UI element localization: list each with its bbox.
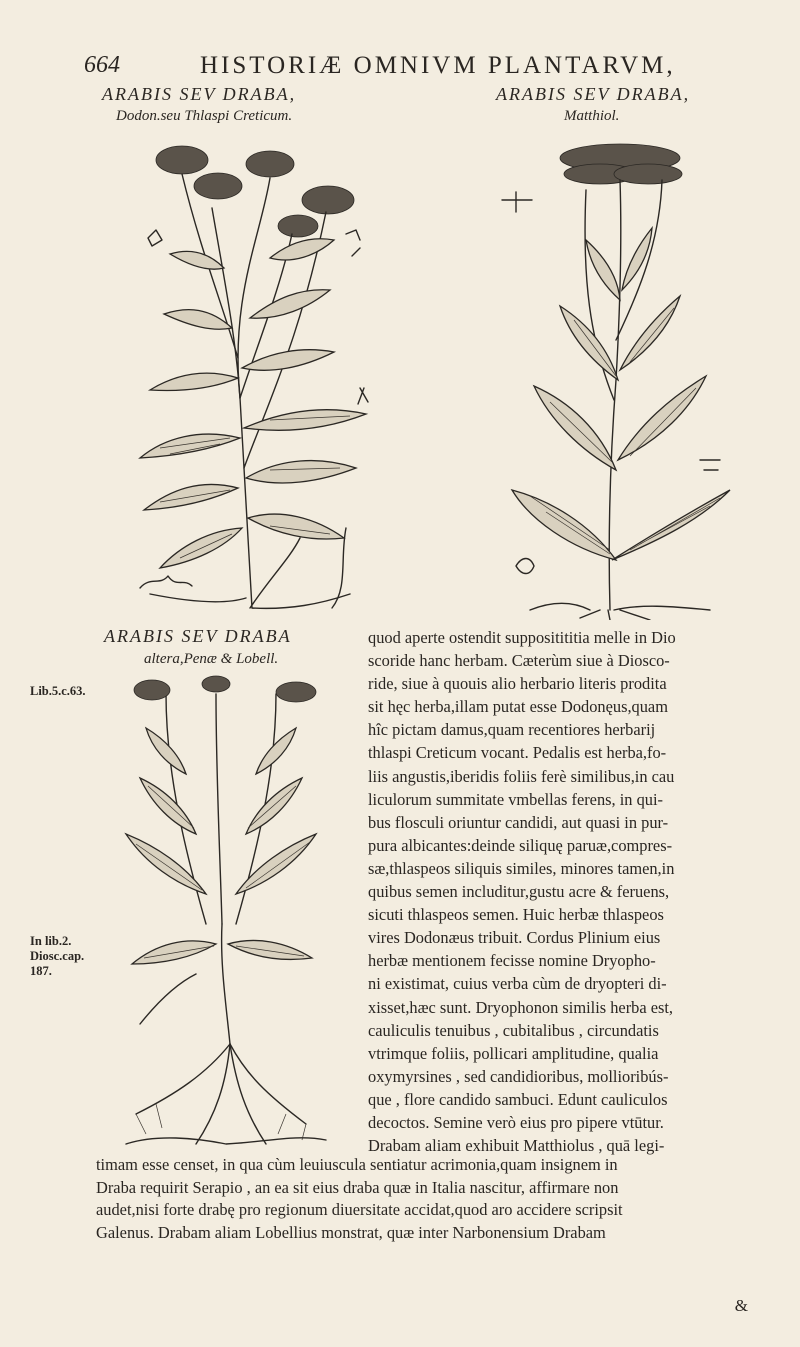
body-text-full-width — [96, 1154, 762, 1244]
text-line: sicuti thlaspeos semen. Huic herbæ thlaspeos — [368, 905, 664, 925]
figure-top-left-title: ARABIS SEV DRABA, — [102, 84, 297, 104]
text-line: thlaspi Creticum vocant. Pedalis est herba,fo- — [368, 743, 667, 763]
text-line: liculorum summitate vmbellas ferens, in qui- — [368, 789, 663, 809]
figure-bottom-left-subtitle: altera,Penæ & Lobell. — [144, 651, 279, 667]
text-line: decoctos. Semine verò eius pro pipere vtūtur. — [368, 1112, 664, 1132]
text-line: Draba requirit Serapio , an ea sit eius draba quæ in Italia nascitur, affirmare non — [96, 1177, 619, 1197]
running-title: HISTORIÆ OMNIVM PLANTARVM, — [200, 52, 676, 79]
text-line: cauliculis tenuibus , cubitalibus , circundatis — [368, 1020, 659, 1040]
text-line: Drabam aliam exhibuit Matthiolus , quā legi- — [368, 1136, 665, 1156]
text-line: quod aperte ostendit suppositititia melle in Dio — [368, 628, 676, 647]
text-line: bus flosculi oriuntur candidi, aut quasi in pur- — [368, 812, 669, 832]
text-line: ride, siue à quouis alio herbario literis prodita — [368, 674, 667, 694]
text-line: herbæ mentionem fecisse nomine Dryopho- — [368, 951, 656, 971]
text-line: ni existimat, cuius verba cùm de dryopteri di- — [368, 974, 667, 994]
figure-top-right-subtitle: Matthiol. — [564, 108, 620, 124]
text-line: vires Dodonæus tribuit. Cordus Plinium eius — [368, 928, 661, 948]
text-line: liis angustis,iberidis foliis ferè similibus,in cau — [368, 766, 675, 786]
text-line: sæ,thlaspeos siliquis similes, minores tamen,in — [368, 858, 675, 878]
text-line: timam esse censet, in qua cùm leuiuscula sentiatur acrimonia,quam insignem in — [96, 1155, 618, 1174]
woodcut-illustration-dodonaeus — [120, 138, 390, 618]
margin-note-reference-1: Lib.5.c.63. — [30, 684, 86, 698]
text-line: pura albicantes:deinde siliquę paruæ,compres- — [368, 835, 673, 855]
figure-bottom-left-title: ARABIS SEV DRABA — [104, 626, 292, 646]
figure-top-left-subtitle: Dodon.seu Thlaspi Creticum. — [116, 108, 293, 124]
catchword: & — [734, 1296, 748, 1315]
text-line: audet,nisi forte drabę pro regionum diuersitate accidat,quod aro accidere scripsit — [96, 1200, 623, 1219]
text-line: quibus semen includitur,gustu acre & feruens, — [368, 882, 670, 902]
text-line: que , flore candido sambuci. Edunt cauliculos — [368, 1089, 668, 1109]
text-line: xisset,hæc sunt. Dryophonon similis herba est, — [368, 997, 674, 1017]
text-line: vtrimque foliis, pollicari amplitudine, qualia — [368, 1043, 659, 1063]
text-line: hîc pictam damus,quam recentiores herbarij — [368, 720, 656, 740]
margin-note-reference-2: In lib.2. Diosc.cap. 187. — [30, 934, 85, 978]
body-text-right-column — [368, 626, 760, 1157]
page-number: 664 — [84, 52, 120, 78]
text-line: Galenus. Drabam aliam Lobellius monstrat, quæ inter Narbonensium Drabam — [96, 1222, 606, 1242]
figure-top-right-title: ARABIS SEV DRABA, — [496, 84, 691, 104]
woodcut-illustration-pena-lobel — [96, 674, 366, 1154]
woodcut-illustration-matthiolus — [490, 140, 750, 620]
text-line: oxymyrsines , sed candidioribus, mollioribús- — [368, 1066, 669, 1086]
text-line: sit hęc herba,illam putat esse Dodonęus,quam — [368, 697, 668, 717]
running-header — [84, 52, 724, 86]
text-line: scoride hanc herbam. Cæterùm siue à Diosco- — [368, 651, 670, 671]
